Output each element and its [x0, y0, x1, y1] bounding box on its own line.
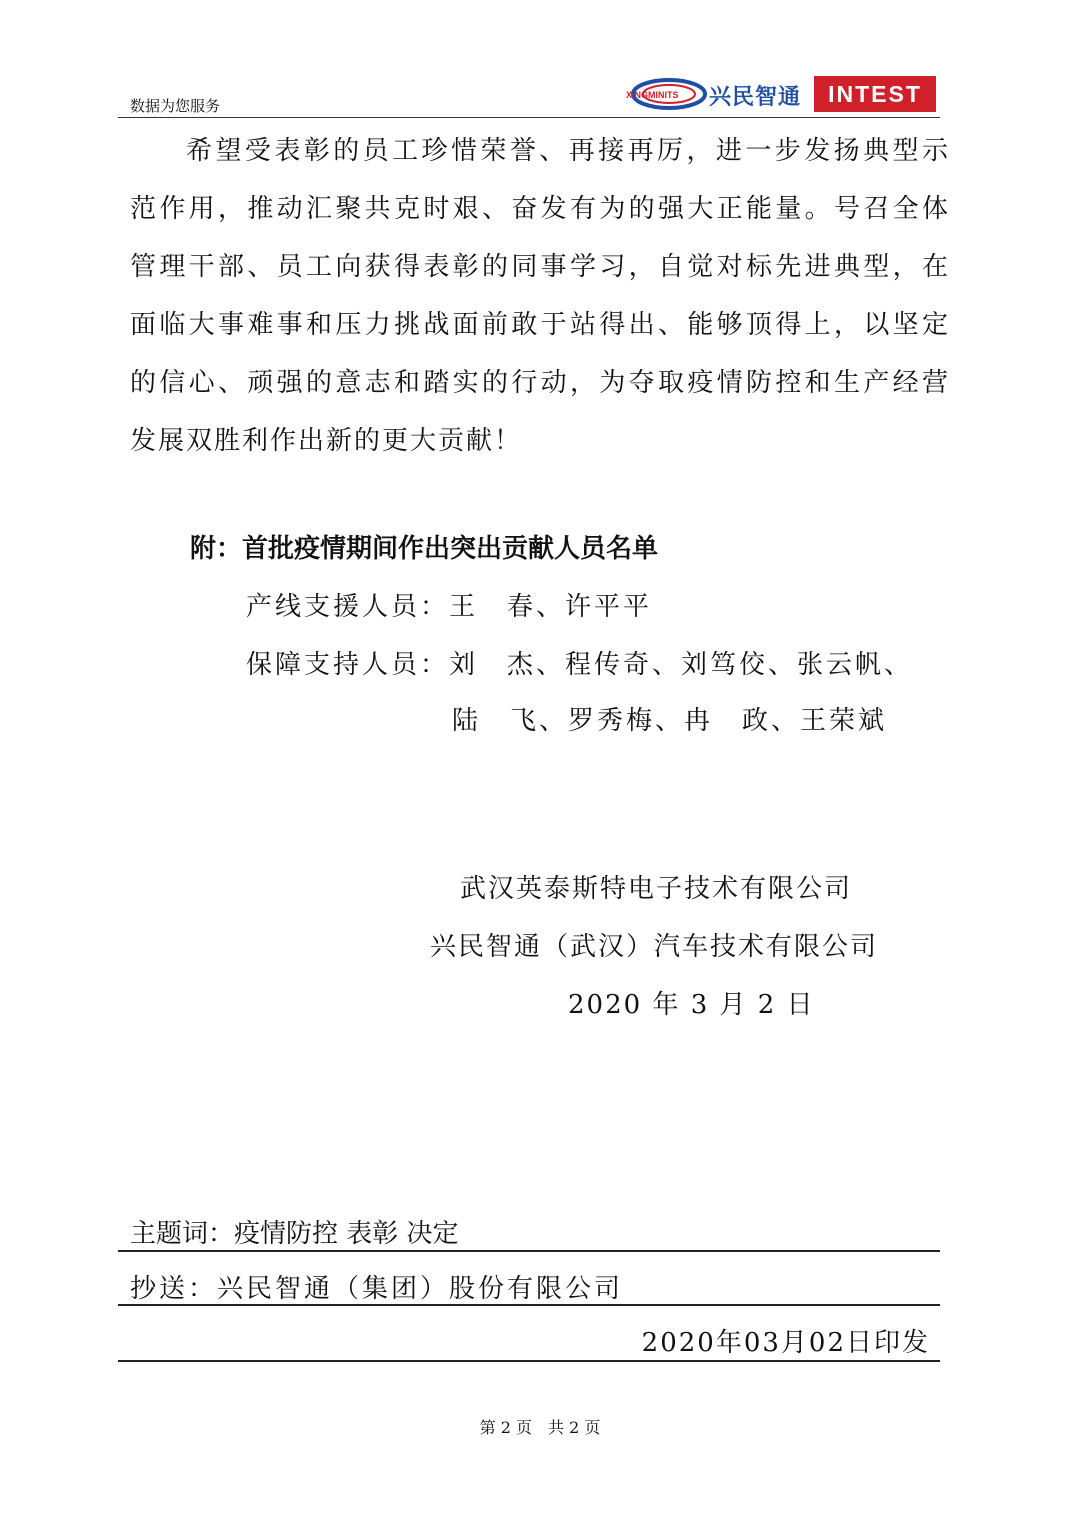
logo-swoosh-icon [624, 76, 708, 112]
cc-recipients: 抄送：兴民智通（集团）股份有限公司 [130, 1274, 624, 1304]
annex-line-support: 保障支持人员：刘 杰、程传奇、刘笃佼、张云帆、 [246, 650, 914, 680]
paragraph-line: 管理干部、员工向获得表彰的同事学习，自觉对标先进典型，在 [130, 252, 948, 282]
paragraph-line: 希望受表彰的员工珍惜荣誉、再接再厉，进一步发扬典型示 [186, 136, 948, 166]
signature-company-1: 武汉英泰斯特电子技术有限公司 [460, 874, 853, 904]
paragraph-line: 面临大事难事和压力挑战面前敢于站得出、能够顶得上，以坚定 [130, 310, 948, 340]
annex-line-production: 产线支援人员：王 春、许平平 [246, 592, 653, 622]
print-date: 2020年03月02日印发 [641, 1328, 930, 1358]
logo-en-text: XINGMINITS [626, 90, 679, 100]
company-logo [624, 76, 936, 112]
paragraph-line: 范作用，推动汇聚共克时艰、奋发有为的强大正能量。号召全体 [130, 194, 948, 224]
paragraph-line: 发展双胜利作出新的更大贡献！ [130, 426, 523, 456]
page-number: 第 2 页 共 2 页 [479, 1418, 601, 1437]
annex-title: 附：首批疫情期间作出突出贡献人员名单 [190, 534, 659, 564]
signature-date: 2020 年 3 月 2 日 [568, 990, 815, 1020]
annex-line-support-cont: 陆 飞、罗秀梅、冉 政、王荣斌 [452, 706, 888, 736]
paragraph-line: 的信心、顽强的意志和踏实的行动，为夺取疫情防控和生产经营 [130, 368, 948, 398]
logo-intest-box: INTEST [814, 76, 936, 112]
header-tagline: 数据为您服务 [130, 97, 221, 115]
footer-divider [118, 1304, 940, 1306]
header-divider [118, 117, 940, 118]
footer-divider [118, 1250, 940, 1252]
subject-keywords: 主题词：疫情防控 表彰 决定 [130, 1219, 459, 1249]
logo-cn-text: 兴民智通 [709, 85, 802, 110]
signature-company-2: 兴民智通（武汉）汽车技术有限公司 [430, 932, 879, 962]
footer-divider [118, 1360, 940, 1362]
